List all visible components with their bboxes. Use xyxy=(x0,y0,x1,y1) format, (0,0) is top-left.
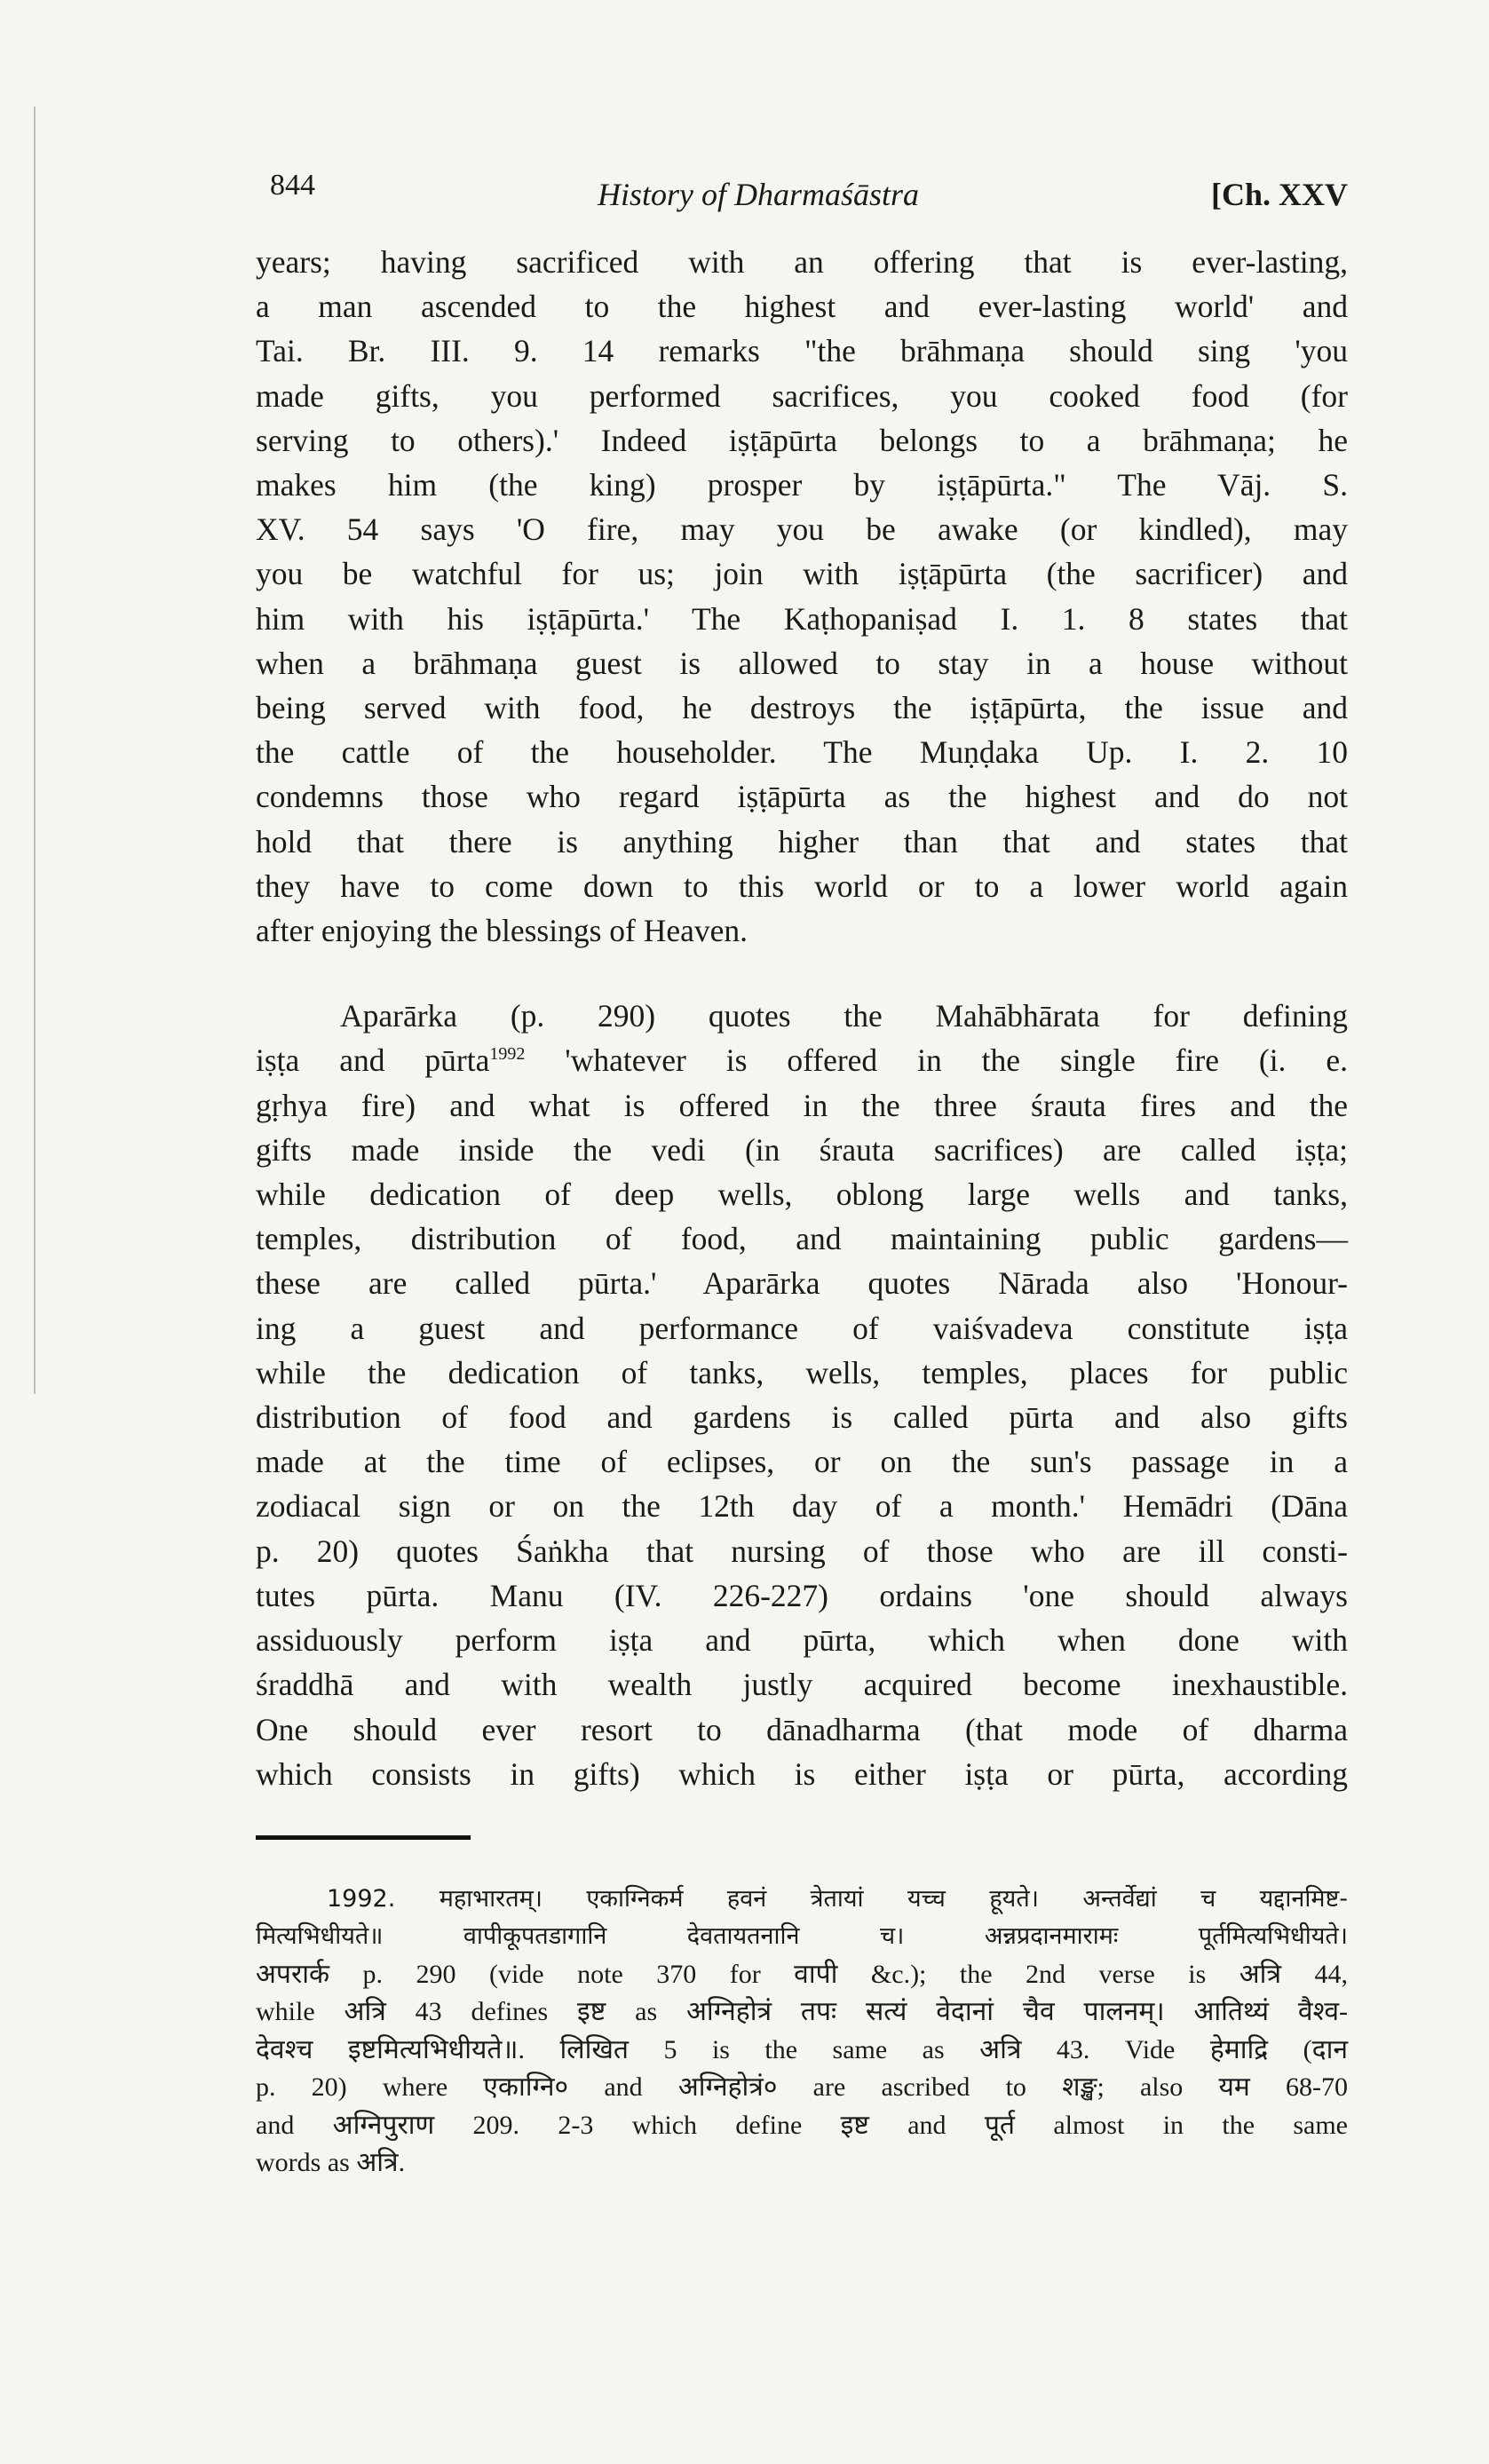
text-fragment: iṣṭa and pūrta xyxy=(256,1042,490,1079)
footnote-line: words as अत्रि. xyxy=(256,2148,406,2178)
text-line: being served with food, he destroys the iṣṭāpūrta, the issue and xyxy=(256,690,1348,726)
footnote-line: मित्यभिधीयते॥ वापीकूपतडागानि देवतायतनानि च। अन्नप्रदानमारामः पूर्तमित्यभिधीयते। xyxy=(256,1922,1348,1951)
text-line: distribution of food and gardens is called pūrta and also gifts xyxy=(256,1399,1348,1436)
page-number: 844 xyxy=(270,169,315,202)
text-line: while the dedication of tanks, wells, temples, places for public xyxy=(256,1354,1348,1390)
page-header xyxy=(256,169,1348,222)
text-line: tutes pūrta. Manu (IV. 226-227) ordains 'one should always xyxy=(256,1577,1348,1613)
text-line: which consists in gifts) which is either iṣṭa or pūrta, according xyxy=(256,1755,1348,1792)
text-line: they have to come down to this world or to a lower world again xyxy=(256,868,1348,904)
text-line: ing a guest and performance of vaiśvadeva constitute iṣṭa xyxy=(256,1310,1348,1346)
text-line: a man ascended to the highest and ever-lasting world' and xyxy=(256,289,1348,325)
text-line: Aparārka (p. 290) quotes the Mahābhārata for defining xyxy=(340,998,1348,1034)
text-line: years; having sacrificed with an offering that is ever-lasting, xyxy=(256,244,1348,280)
text-line: the cattle of the householder. The Muṇḍaka Up. I. 2. 10 xyxy=(256,734,1348,771)
text-line: him with his iṣṭāpūrta.' The Kaṭhopaniṣad I. 1. 8 states that xyxy=(256,600,1348,637)
text-line: made at the time of eclipses, or on the sun's passage in a xyxy=(256,1444,1348,1480)
text-line: serving to others).' Indeed iṣṭāpūrta belongs to a brāhmaṇa; he xyxy=(256,422,1348,458)
footnote-line: 1992. महाभारतम्। एकाग्निकर्म हवनं त्रेतायां यच्च हूयते। अन्तर्वेद्यां च यद्दानमिष्ट- xyxy=(327,1884,1348,1913)
text-line: zodiacal sign or on the 12th day of a month.' Hemādri (Dāna xyxy=(256,1488,1348,1525)
paragraph-1 xyxy=(256,240,1348,953)
footnote-line: p. 20) where एकाग्नि० and अग्निहोत्रं० are ascribed to शङ्ख; also यम 68-70 xyxy=(256,2072,1348,2103)
footnote-line: and अग्निपुराण 209. 2-3 which define इष्ट and पूर्त almost in the same xyxy=(256,2110,1348,2140)
text-line: Tai. Br. III. 9. 14 remarks "the brāhmaṇa should sing 'you xyxy=(256,333,1348,369)
footnote-line: अपरार्क p. 290 (vide note 370 for वापी &c.); the 2nd verse is अत्रि 44, xyxy=(256,1959,1348,1989)
text-line: after enjoying the blessings of Heaven. xyxy=(256,913,748,949)
text-line: condemns those who regard iṣṭāpūrta as the highest and do not xyxy=(256,779,1348,815)
text-line: when a brāhmaṇa guest is allowed to stay in a house without xyxy=(256,645,1348,681)
paragraph-2 xyxy=(256,994,1348,1796)
footnote-line: देवश्च इष्टमित्यभिधीयते॥. लिखित 5 is the same as अत्रि 43. Vide हेमाद्रि (दान xyxy=(256,2034,1348,2064)
document-page xyxy=(256,169,1348,2183)
text-line: gṛhya fire) and what is offered in the three śrauta fires and the xyxy=(256,1087,1348,1123)
text-line: temples, distribution of food, and maintaining public gardens— xyxy=(256,1221,1348,1257)
footnote-divider xyxy=(256,1835,471,1840)
running-title: History of Dharmaśāstra xyxy=(598,177,920,212)
text-line: hold that there is anything higher than that and states that xyxy=(256,823,1348,860)
footnote-reference[interactable]: 1992 xyxy=(489,1044,526,1065)
text-line: gifts made inside the vedi (in śrauta sacrifices) are called iṣṭa; xyxy=(256,1131,1348,1168)
text-line-with-footnote-ref xyxy=(256,1038,1348,1082)
text-line: One should ever resort to dānadharma (that mode of dharma xyxy=(256,1711,1348,1747)
text-line: you be watchful for us; join with iṣṭāpūrta (the sacrificer) and xyxy=(256,556,1348,592)
text-line: assiduously perform iṣṭa and pūrta, which when done with xyxy=(256,1622,1348,1659)
text-line: XV. 54 says 'O fire, may you be awake (or kindled), may xyxy=(256,511,1348,548)
text-line: makes him (the king) prosper by iṣṭāpūrta." The Vāj. S. xyxy=(256,467,1348,503)
text-line: p. 20) quotes Śaṅkha that nursing of those who are ill consti- xyxy=(256,1533,1348,1569)
text-line: made gifts, you performed sacrifices, you cooked food (for xyxy=(256,377,1348,414)
footnote-line: while अत्रि 43 defines इष्ट as अग्निहोत्रं तपः सत्यं वेदानां चैव पालनम्। आतिथ्यं वैश्व- xyxy=(256,1997,1348,2027)
scan-edge-line xyxy=(34,107,36,1394)
footnote-1992 xyxy=(256,1881,1348,2183)
chapter-label: [Ch. XXV xyxy=(1210,177,1348,212)
text-line: these are called pūrta.' Aparārka quotes Nārada also 'Honour- xyxy=(256,1265,1348,1302)
text-line: while dedication of deep wells, oblong large wells and tanks, xyxy=(256,1177,1348,1213)
text-line: śraddhā and with wealth justly acquired become inexhaustible. xyxy=(256,1667,1348,1703)
text-fragment: 'whatever is offered in the single fire (i. e. xyxy=(525,1042,1348,1079)
